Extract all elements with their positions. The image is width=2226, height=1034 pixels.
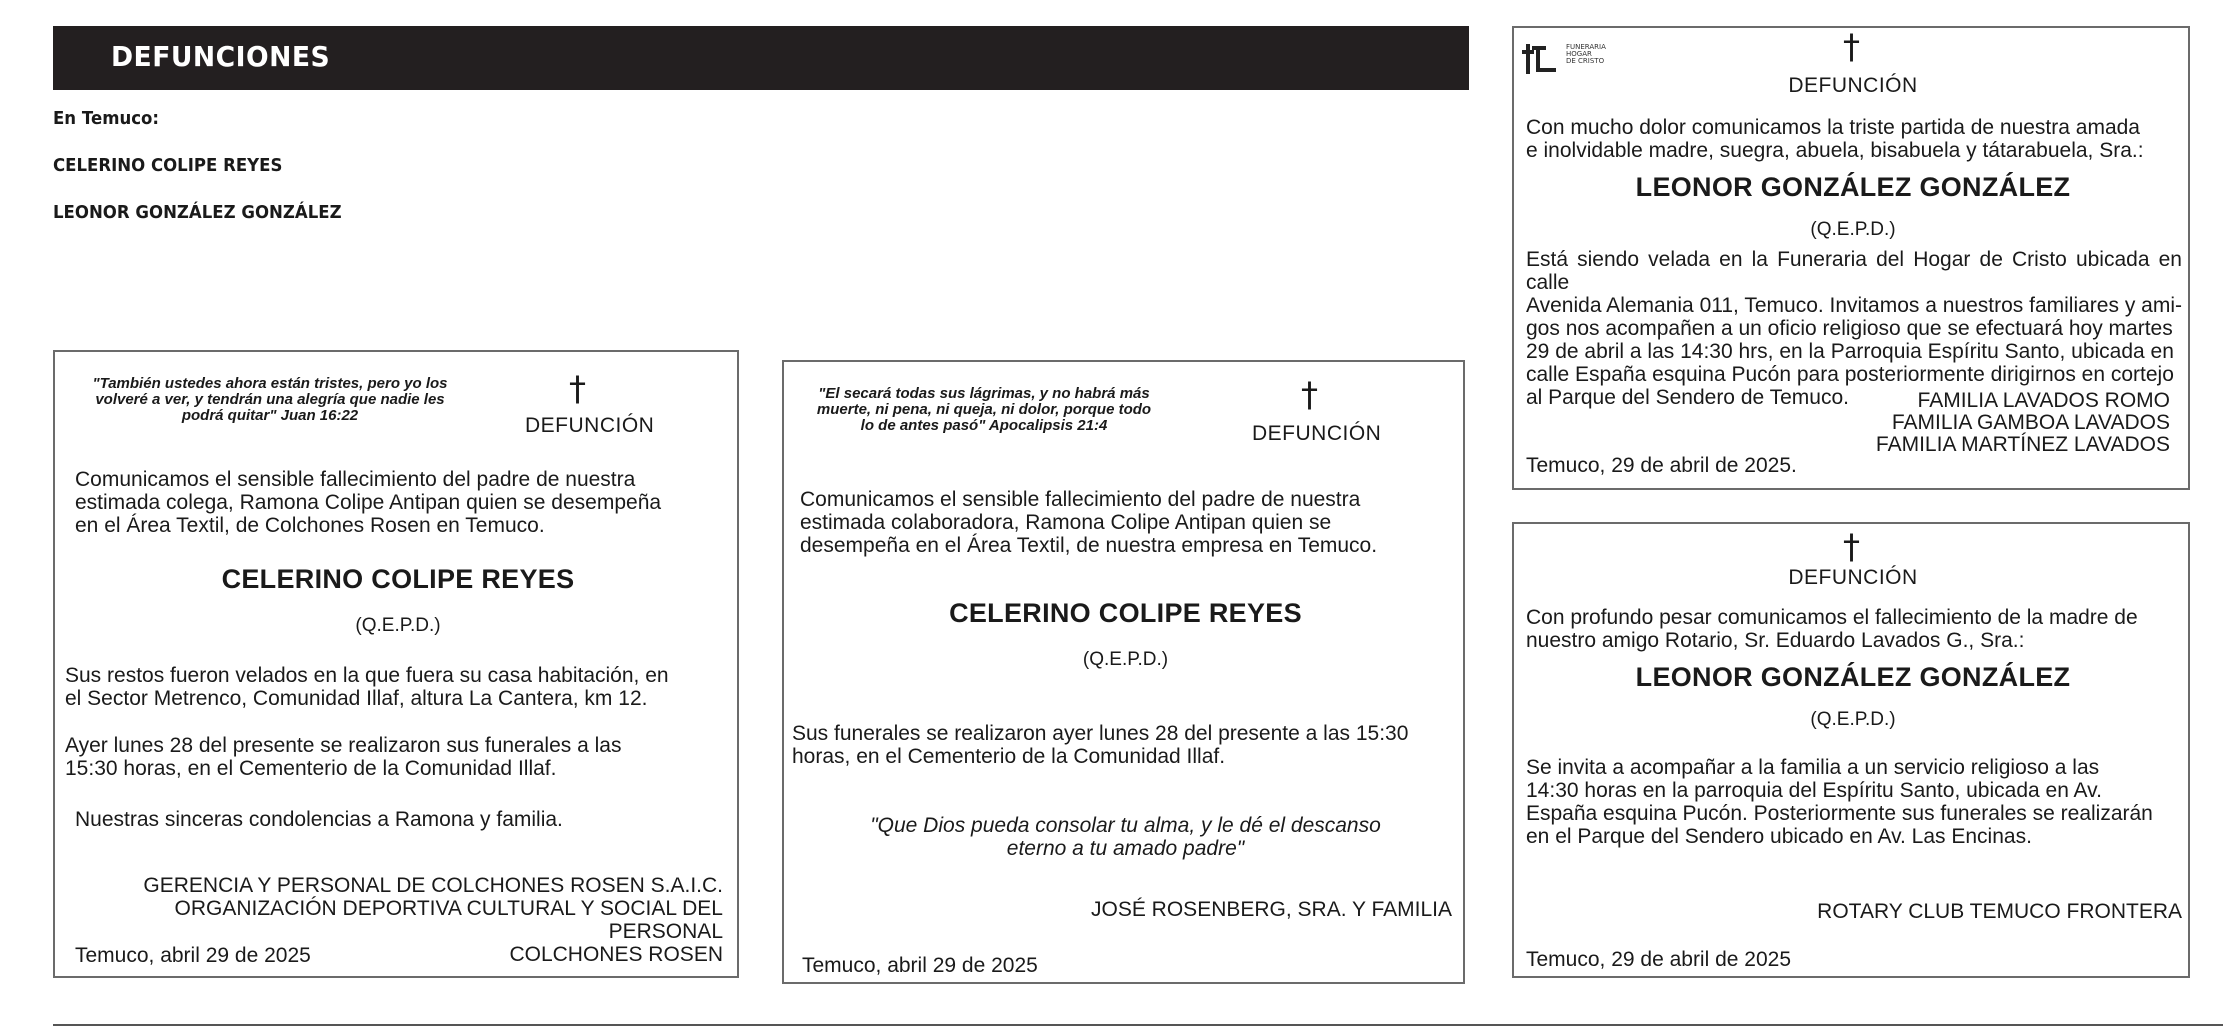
- qepd-label: (Q.E.P.D.): [355, 615, 441, 636]
- notice-label: DEFUNCIÓN: [525, 414, 655, 437]
- qepd-label: (Q.E.P.D.): [1810, 219, 1896, 240]
- notice-date: Temuco, abril 29 de 2025: [802, 954, 1038, 977]
- notice-date: Temuco, 29 de abril de 2025.: [1526, 454, 1797, 477]
- notice-signers: JOSÉ ROSENBERG, SRA. Y FAMILIA: [1091, 898, 1452, 921]
- cross-icon: †: [1301, 375, 1318, 415]
- bible-quote: "El secará todas sus lágrimas, y no habrá más muerte, ni pena, ni queja, ni dolor, porque todo lo de antes pasó" Apocalipsis 21:4: [816, 385, 1152, 434]
- obituary-notice-2: [782, 360, 1465, 984]
- deceased-list-item-1: CELERINO COLIPE REYES: [53, 155, 283, 176]
- notice-body-funeral: Ayer lunes 28 del presente se realizaron sus funerales a las 15:30 horas, en el Cementerio de la Comunidad Illaf.: [65, 734, 622, 780]
- notice-body: Se invita a acompañar a la familia a un servicio religioso a las 14:30 horas en la parroquia del Espíritu Santo, ubicada en Av. España esquina Pucón. Posteriormente sus funerales se realizarán en el Parque del Sendero ubicado en Av. Las Encinas.: [1526, 756, 2153, 848]
- qepd-label: (Q.E.P.D.): [1810, 709, 1896, 730]
- bible-quote: "También ustedes ahora están tristes, pero yo los volveré a ver, y tendrán una alegría que nadie les podrá quitar" Juan 16:22: [92, 375, 448, 424]
- closing-quote: "Que Dios pueda consolar tu alma, y le dé el descanso eterno a tu amado padre": [870, 814, 1381, 860]
- notice-signers: ROTARY CLUB TEMUCO FRONTERA: [1817, 900, 2182, 923]
- obituary-notice-3: [1512, 26, 2190, 490]
- obituary-notice-1: [53, 350, 739, 978]
- cross-icon: †: [1843, 527, 1860, 567]
- notice-signers: GERENCIA Y PERSONAL DE COLCHONES ROSEN S.A.I.C. ORGANIZACIÓN DEPORTIVA CULTURAL Y SOCIAL DEL PERSONAL COLCHONES ROSEN: [143, 874, 723, 966]
- page-footer-rule: [53, 1024, 2223, 1026]
- notice-intro: Con profundo pesar comunicamos el fallecimiento de la madre de nuestro amigo Rotario, Sr. Eduardo Lavados G., Sra.:: [1526, 606, 2138, 652]
- notice-intro: Comunicamos el sensible fallecimiento del padre de nuestra estimada colega, Ramona Colipe Antipan quien se desempeña en el Área Textil, de Colchones Rosen en Temuco.: [75, 468, 662, 537]
- funeral-home-logo-text: FUNERARIA HOGAR DE CRISTO: [1566, 43, 1606, 65]
- funeral-home-logo-icon: [1522, 38, 1562, 78]
- notice-date: Temuco, abril 29 de 2025: [75, 944, 311, 967]
- qepd-label: (Q.E.P.D.): [1082, 649, 1169, 670]
- notice-body-funeral: Sus funerales se realizaron ayer lunes 28 del presente a las 15:30 horas, en el Cementerio de la Comunidad Illaf.: [792, 722, 1409, 768]
- notice-label: DEFUNCIÓN: [1788, 566, 1918, 589]
- notice-intro: Con mucho dolor comunicamos la triste partida de nuestra amada e inolvidable madre, suegra, abuela, bisabuela y tátarabuela, Sra.:: [1526, 116, 2144, 162]
- city-label: En Temuco:: [53, 108, 160, 129]
- notice-condolences: Nuestras sinceras condolencias a Ramona y familia.: [75, 808, 563, 831]
- notice-body-wake: Sus restos fueron velados en la que fuera su casa habitación, en el Sector Metrenco, Comunidad Illaf, altura La Cantera, km 12.: [65, 664, 669, 710]
- deceased-name: CELERINO COLIPE REYES: [949, 598, 1302, 628]
- notice-label: DEFUNCIÓN: [1252, 422, 1382, 445]
- obituary-notice-4: [1512, 522, 2190, 978]
- notice-body: Está siendo velada en la Funeraria del Hogar de Cristo ubicada en calle Avenida Alemania 011, Temuco. Invitamos a nuestros familiares y ami- gos nos acompañen a un oficio religioso que se efectuará hoy martes 29 de abril a las 14:30 hrs, en la Parroquia Espíritu Santo, ubicada en calle España esquina Pucón para posteriormente dirigirnos en cortejo al Parque del Sendero de Temuco.: [1526, 248, 2182, 409]
- deceased-name: CELERINO COLIPE REYES: [221, 564, 575, 594]
- notice-label: DEFUNCIÓN: [1788, 74, 1918, 97]
- section-title: DEFUNCIONES: [111, 40, 331, 73]
- notice-date: Temuco, 29 de abril de 2025: [1526, 948, 1792, 971]
- deceased-name: LEONOR GONZÁLEZ GONZÁLEZ: [1635, 662, 2071, 692]
- notice-intro: Comunicamos el sensible fallecimiento del padre de nuestra estimada colaboradora, Ramona Colipe Antipan quien se desempeña en el Área Textil, de nuestra empresa en Temuco.: [800, 488, 1378, 557]
- deceased-list-item-2: LEONOR GONZÁLEZ GONZÁLEZ: [53, 202, 342, 223]
- cross-icon: †: [1843, 27, 1860, 67]
- deceased-name: LEONOR GONZÁLEZ GONZÁLEZ: [1635, 172, 2071, 202]
- section-header-bar: [53, 26, 1469, 90]
- cross-icon: †: [569, 369, 586, 409]
- notice-signers: FAMILIA LAVADOS ROMO FAMILIA GAMBOA LAVADOS FAMILIA MARTÍNEZ LAVADOS: [1875, 389, 2170, 456]
